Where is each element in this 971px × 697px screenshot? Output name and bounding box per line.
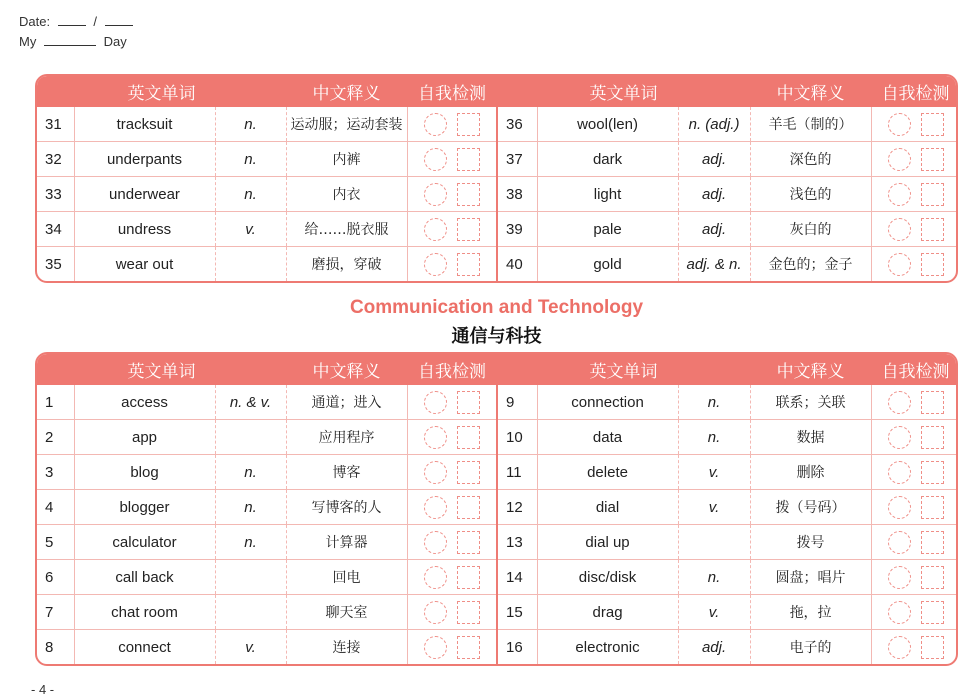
date-line [19,14,133,29]
entry-word: app [74,420,215,455]
entry-part-of-speech [215,560,286,595]
table-row [37,595,958,630]
check-circle[interactable] [424,218,447,241]
section-title: Communication and Technology [349,297,644,318]
header-chinese: 中文释义 [750,76,871,107]
entry-number: 31 [37,107,74,142]
entry-word: electronic [537,630,678,665]
check-circle[interactable] [424,636,447,659]
self-check-cell [407,595,497,630]
self-check-group [408,183,497,206]
date-separator: / [93,14,97,29]
entry-number: 33 [37,177,74,212]
entry-word: data [537,420,678,455]
entry-number: 35 [37,247,74,282]
check-box[interactable] [921,253,944,276]
table-row [37,177,958,212]
entry-word: tracksuit [74,107,215,142]
self-check-group [872,636,958,659]
entry-number: 34 [37,212,74,247]
entry-chinese: 删除 [750,455,871,490]
self-check-cell [871,142,958,177]
header-check: 自我检测 [871,354,958,385]
entry-number: 9 [497,385,537,420]
entry-word: drag [537,595,678,630]
self-check-cell [407,177,497,212]
entry-part-of-speech: n. [215,142,286,177]
entry-number: 3 [37,455,74,490]
date-month-blank[interactable] [58,14,86,26]
check-circle[interactable] [888,183,911,206]
entry-number: 6 [37,560,74,595]
entry-number: 16 [497,630,537,665]
entry-word: blogger [74,490,215,525]
table-row [37,142,958,177]
entry-number: 1 [37,385,74,420]
entry-part-of-speech: v. [678,490,750,525]
entry-word: connection [537,385,678,420]
entry-part-of-speech: v. [215,630,286,665]
entry-part-of-speech: adj. [678,212,750,247]
entry-part-of-speech: n. [215,455,286,490]
entry-number: 14 [497,560,537,595]
entry-chinese: 通道；进入 [286,385,407,420]
header-english: 英文单词 [497,76,750,107]
check-box[interactable] [921,183,944,206]
check-box[interactable] [921,566,944,589]
check-circle[interactable] [888,218,911,241]
check-circle[interactable] [888,113,911,136]
check-circle[interactable] [424,461,447,484]
entry-part-of-speech: adj. [678,177,750,212]
check-circle[interactable] [424,183,447,206]
entry-number: 8 [37,630,74,665]
entry-word: disc/disk [537,560,678,595]
header-chinese: 中文释义 [286,76,407,107]
check-circle[interactable] [888,391,911,414]
entry-part-of-speech: n. [215,490,286,525]
self-check-group [408,566,497,589]
entry-chinese: 拖，拉 [750,595,871,630]
day-label: Day [103,34,127,49]
self-check-group [872,496,958,519]
entry-part-of-speech: n. & v. [215,385,286,420]
check-circle[interactable] [888,148,911,171]
self-check-group [408,636,497,659]
entry-part-of-speech [215,595,286,630]
entry-number: 11 [497,455,537,490]
self-check-cell [407,420,497,455]
self-check-cell [407,490,497,525]
self-check-group [408,148,497,171]
entry-number: 5 [37,525,74,560]
self-check-group [408,113,497,136]
check-box[interactable] [457,461,480,484]
entry-part-of-speech: v. [678,595,750,630]
entry-chinese: 浅色的 [750,177,871,212]
check-box[interactable] [457,253,480,276]
entry-part-of-speech: n. [215,525,286,560]
header-english: 英文单词 [37,76,286,107]
check-box[interactable] [921,601,944,624]
entry-number: 10 [497,420,537,455]
entry-chinese: 应用程序 [286,420,407,455]
table-row [37,455,958,490]
self-check-group [872,426,958,449]
entry-part-of-speech [215,420,286,455]
check-circle[interactable] [424,496,447,519]
table-body [37,107,958,281]
self-check-group [872,391,958,414]
self-check-group [408,601,497,624]
entry-number: 32 [37,142,74,177]
table-header-row [37,76,958,107]
entry-part-of-speech [215,247,286,282]
self-check-cell [407,107,497,142]
entry-number: 4 [37,490,74,525]
check-box[interactable] [921,426,944,449]
date-day-blank[interactable] [105,14,133,26]
self-check-group [408,253,497,276]
self-check-group [408,531,497,554]
my-label: My [19,34,37,49]
self-check-cell [407,455,497,490]
check-circle[interactable] [424,426,447,449]
check-box[interactable] [457,566,480,589]
self-check-group [872,461,958,484]
check-circle[interactable] [424,601,447,624]
page-number: - 4 - [31,682,55,697]
check-circle[interactable] [888,461,911,484]
check-circle[interactable] [424,566,447,589]
entry-number: 36 [497,107,537,142]
entry-chinese: 羊毛（制的） [750,107,871,142]
check-box[interactable] [457,636,480,659]
self-check-cell [871,247,958,282]
check-box[interactable] [921,496,944,519]
self-check-cell [871,455,958,490]
entry-word: chat room [74,595,215,630]
check-circle[interactable] [888,601,911,624]
entry-number: 2 [37,420,74,455]
header-check: 自我检测 [407,354,497,385]
entry-word: blog [74,455,215,490]
entry-chinese: 回电 [286,560,407,595]
check-box[interactable] [921,113,944,136]
vocab-table-clothing [35,74,958,283]
entry-number: 7 [37,595,74,630]
header-chinese: 中文释义 [286,354,407,385]
check-box[interactable] [457,113,480,136]
check-circle[interactable] [888,636,911,659]
self-check-cell [407,560,497,595]
check-box[interactable] [921,636,944,659]
self-check-group [872,566,958,589]
entry-chinese: 拨（号码） [750,490,871,525]
header-english: 英文单词 [37,354,286,385]
self-check-cell [407,142,497,177]
entry-word: call back [74,560,215,595]
entry-number: 12 [497,490,537,525]
section-subtitle: 通信与科技 [451,326,542,347]
entry-number: 13 [497,525,537,560]
check-box[interactable] [457,531,480,554]
check-box[interactable] [457,218,480,241]
self-check-cell [871,177,958,212]
check-box[interactable] [921,218,944,241]
self-check-group [408,218,497,241]
entry-part-of-speech: n. [678,420,750,455]
entry-word: light [537,177,678,212]
self-check-cell [871,560,958,595]
entry-chinese: 给……脱衣服 [286,212,407,247]
self-check-cell [407,630,497,665]
entry-number: 37 [497,142,537,177]
table-row [37,490,958,525]
entry-part-of-speech: adj. [678,142,750,177]
entry-word: underwear [74,177,215,212]
self-check-cell [871,595,958,630]
entry-part-of-speech: v. [215,212,286,247]
entry-word: dial [537,490,678,525]
entry-word: gold [537,247,678,282]
entry-word: delete [537,455,678,490]
entry-part-of-speech: n. [678,560,750,595]
header-english: 英文单词 [497,354,750,385]
self-check-group [872,253,958,276]
entry-part-of-speech: adj. [678,630,750,665]
entry-part-of-speech: n. (adj.) [678,107,750,142]
entry-part-of-speech: n. [678,385,750,420]
entry-chinese: 圆盘；唱片 [750,560,871,595]
self-check-cell [871,490,958,525]
entry-word: underpants [74,142,215,177]
entry-chinese: 灰白的 [750,212,871,247]
entry-chinese: 运动服；运动套装 [286,107,407,142]
entry-part-of-speech: n. [215,107,286,142]
check-box[interactable] [457,148,480,171]
entry-chinese: 数据 [750,420,871,455]
table-body [37,385,958,664]
check-circle[interactable] [888,531,911,554]
entry-number: 39 [497,212,537,247]
self-check-group [408,461,497,484]
self-check-group [408,496,497,519]
entry-chinese: 磨损，穿破 [286,247,407,282]
entry-word: dark [537,142,678,177]
entry-chinese: 电子的 [750,630,871,665]
entry-part-of-speech: n. [215,177,286,212]
self-check-cell [407,525,497,560]
entry-number: 40 [497,247,537,282]
check-circle[interactable] [424,391,447,414]
table-row [37,385,958,420]
self-check-cell [871,212,958,247]
check-box[interactable] [921,391,944,414]
entry-chinese: 连接 [286,630,407,665]
date-label: Date: [19,14,51,29]
entry-word: calculator [74,525,215,560]
entry-number: 15 [497,595,537,630]
self-check-cell [871,630,958,665]
self-check-group [872,531,958,554]
table-row [37,212,958,247]
check-circle[interactable] [888,496,911,519]
table-row [37,525,958,560]
check-circle[interactable] [424,531,447,554]
entry-word: dial up [537,525,678,560]
self-check-group [872,218,958,241]
self-check-group [408,426,497,449]
header-chinese: 中文释义 [750,354,871,385]
entry-word: pale [537,212,678,247]
self-check-cell [407,385,497,420]
self-check-group [872,183,958,206]
table-row [37,107,958,142]
check-box[interactable] [457,183,480,206]
self-check-group [872,148,958,171]
entry-number: 38 [497,177,537,212]
check-circle[interactable] [424,113,447,136]
check-box[interactable] [457,601,480,624]
check-box[interactable] [457,391,480,414]
check-box[interactable] [457,426,480,449]
entry-chinese: 博客 [286,455,407,490]
entry-part-of-speech: adj. & n. [678,247,750,282]
vocab-table-communication [35,352,958,666]
entry-chinese: 联系；关联 [750,385,871,420]
self-check-cell [871,420,958,455]
entry-chinese: 写博客的人 [286,490,407,525]
check-box[interactable] [921,461,944,484]
self-check-group [408,391,497,414]
self-check-cell [871,107,958,142]
table-row [37,247,958,282]
check-circle[interactable] [888,253,911,276]
check-circle[interactable] [424,253,447,276]
check-circle[interactable] [888,426,911,449]
entry-chinese: 拨号 [750,525,871,560]
self-check-group [872,113,958,136]
entry-word: access [74,385,215,420]
entry-word: connect [74,630,215,665]
check-circle[interactable] [424,148,447,171]
entry-chinese: 聊天室 [286,595,407,630]
check-circle[interactable] [888,566,911,589]
day-line [19,34,127,49]
entry-part-of-speech [678,525,750,560]
header-check: 自我检测 [407,76,497,107]
header-check: 自我检测 [871,76,958,107]
entry-chinese: 深色的 [750,142,871,177]
entry-word: wool(len) [537,107,678,142]
entry-chinese: 金色的；金子 [750,247,871,282]
table-row [37,420,958,455]
entry-chinese: 内衣 [286,177,407,212]
day-number-blank[interactable] [44,34,96,46]
entry-chinese: 内裤 [286,142,407,177]
self-check-cell [871,385,958,420]
table-row [37,560,958,595]
check-box[interactable] [921,148,944,171]
self-check-cell [407,247,497,282]
entry-chinese: 计算器 [286,525,407,560]
check-box[interactable] [921,531,944,554]
entry-word: undress [74,212,215,247]
table-header-row [37,354,958,385]
self-check-cell [871,525,958,560]
entry-word: wear out [74,247,215,282]
check-box[interactable] [457,496,480,519]
self-check-group [872,601,958,624]
self-check-cell [407,212,497,247]
entry-part-of-speech: v. [678,455,750,490]
table-row [37,630,958,665]
